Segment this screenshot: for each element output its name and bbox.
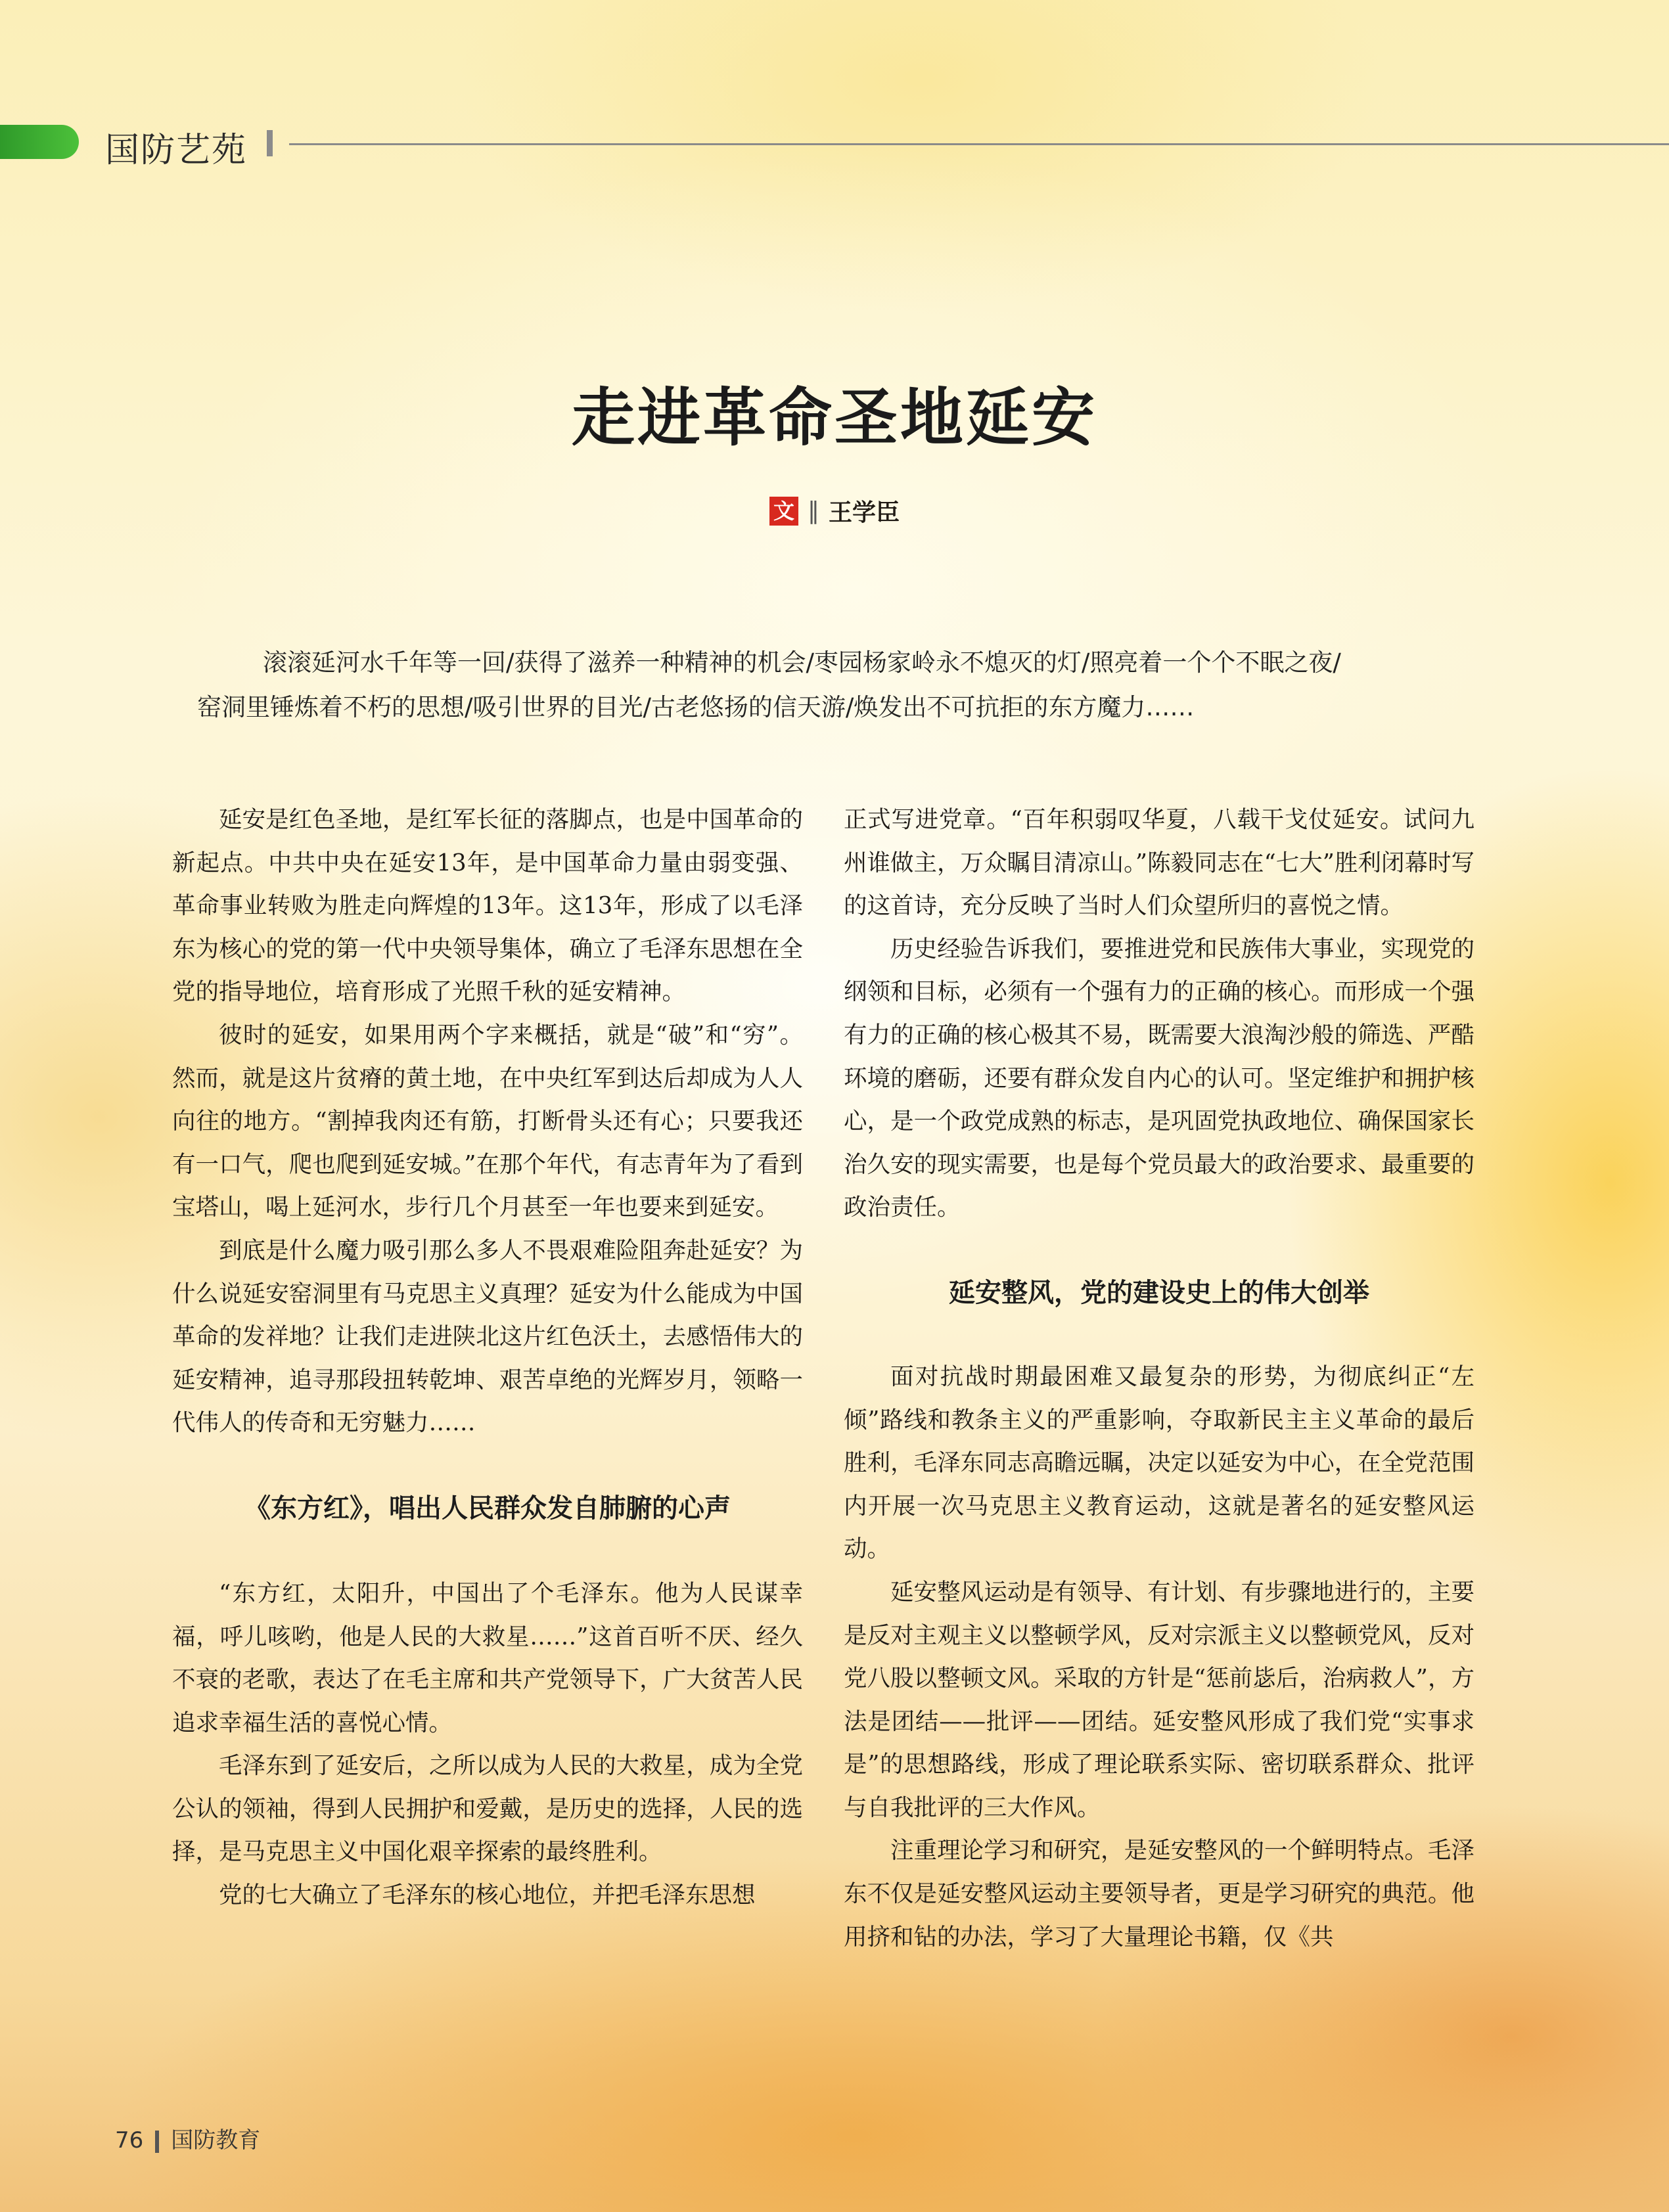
- section-tab-marker: [0, 125, 79, 159]
- paragraph: “东方红，太阳升，中国出了个毛泽东。他为人民谋幸福，呼儿咳哟，他是人民的大救星……”这首百听不厌、经久不衰的老歌，表达了在毛主席和共产党领导下，广大贫苦人民追求幸福生活的喜悦心情。: [172, 1579, 803, 1736]
- paragraph: 注重理论学习和研究，是延安整风的一个鲜明特点。毛泽东不仅是延安整风运动主要领导者，更是学习研究的典范。他用挤和钻的办法，学习了大量理论书籍，仅《共: [844, 1837, 1475, 1951]
- section-heading: 《东方红》，唱出人民群众发自肺腑的心声: [244, 1493, 731, 1524]
- page-number: 76: [115, 2127, 144, 2154]
- poem-line: 窑洞里锤炼着不朽的思想/吸引世界的目光/古老悠扬的信天游/焕发出不可抗拒的东方魔力……: [197, 693, 1195, 721]
- epigraph-poem: [197, 641, 1485, 730]
- byline-badge: 文: [769, 497, 798, 526]
- paragraph: 毛泽东到了延安后，之所以成为人民的大救星，成为全党公认的领袖，得到人民拥护和爱戴，是历史的选择，人民的选择，是马克思主义中国化艰辛探索的最终胜利。: [172, 1752, 803, 1866]
- section-divider-bar: [267, 130, 273, 156]
- right-column: [844, 798, 1475, 1958]
- byline: [0, 494, 1669, 528]
- author-name: 王学臣: [828, 499, 900, 526]
- section-heading: 延安整风，党的建设史上的伟大创举: [949, 1277, 1369, 1308]
- poem-line: 滚滚延河水千年等一回/获得了滋养一种精神的机会/枣园杨家岭永不熄灭的灯/照亮着一个个不眠之夜/: [263, 648, 1341, 677]
- page-footer: [115, 2122, 260, 2154]
- article-title: 走进革命圣地延安: [572, 381, 1097, 455]
- paragraph: 历史经验告诉我们，要推进党和民族伟大事业，实现党的纲领和目标，必须有一个强有力的正确的核心。而形成一个强有力的正确的核心极其不易，既需要大浪淘沙般的筛选、严酷环境的磨砺，还要有群众发自内心的认可。坚定维护和拥护核心，是一个政党成熟的标志，是巩固党执政地位、确保国家长治久安的现实需要，也是每个党员最大的政治要求、最重要的政治责任。: [844, 935, 1475, 1221]
- header-rule: [289, 143, 1669, 145]
- paragraph: 党的七大确立了毛泽东的核心地位，并把毛泽东思想: [219, 1882, 756, 1909]
- byline-separator: ‖: [807, 497, 819, 524]
- paragraph: 彼时的延安，如果用两个字来概括，就是“破”和“穷”。然而，就是这片贫瘠的黄土地，在中央红军到达后却成为人人向往的地方。“割掉我肉还有筋，打断骨头还有心；只要我还有一口气，爬也爬到延安城。”在那个年代，有志青年为了看到宝塔山，喝上延河水，步行几个月甚至一年也要来到延安。: [172, 1021, 803, 1221]
- paragraph: 正式写进党章。“百年积弱叹华夏，八载干戈仗延安。试问九州谁做主，万众瞩目清凉山。”陈毅同志在“七大”胜利闭幕时写的这首诗，充分反映了当时人们众望所归的喜悦之情。: [844, 806, 1475, 920]
- paragraph: 到底是什么魔力吸引那么多人不畏艰难险阻奔赴延安？为什么说延安窑洞里有马克思主义真理？延安为什么能成为中国革命的发祥地？让我们走进陕北这片红色沃土，去感悟伟大的延安精神，追寻那段扭转乾坤、艰苦卓绝的光辉岁月，领略一代伟人的传奇和无穷魅力……: [172, 1236, 803, 1437]
- paragraph: 延安整风运动是有领导、有计划、有步骤地进行的，主要是反对主观主义以整顿学风，反对宗派主义以整顿党风，反对党八股以整顿文风。采取的方针是“惩前毖后，治病救人”，方法是团结——批评——团结。延安整风形成了我们党“实事求是”的思想路线，形成了理论联系实际、密切联系群众、批评与自我批评的三大作风。: [844, 1578, 1475, 1821]
- footer-divider: [155, 2131, 159, 2153]
- left-column: [172, 798, 803, 1917]
- section-name: 国防艺苑: [105, 131, 248, 170]
- publication-name: 国防教育: [171, 2127, 261, 2154]
- paragraph: 面对抗战时期最困难又最复杂的形势，为彻底纠正“左倾”路线和教条主义的严重影响，夺取新民主主义革命的最后胜利，毛泽东同志高瞻远瞩，决定以延安为中心，在全党范围内开展一次马克思主义教育运动，这就是著名的延安整风运动。: [844, 1363, 1475, 1563]
- paragraph: 延安是红色圣地，是红军长征的落脚点，也是中国革命的新起点。中共中央在延安13年，是中国革命力量由弱变强、革命事业转败为胜走向辉煌的13年。这13年，形成了以毛泽东为核心的党的第一代中央领导集体，确立了毛泽东思想在全党的指导地位，培育形成了光照千秋的延安精神。: [172, 806, 803, 1006]
